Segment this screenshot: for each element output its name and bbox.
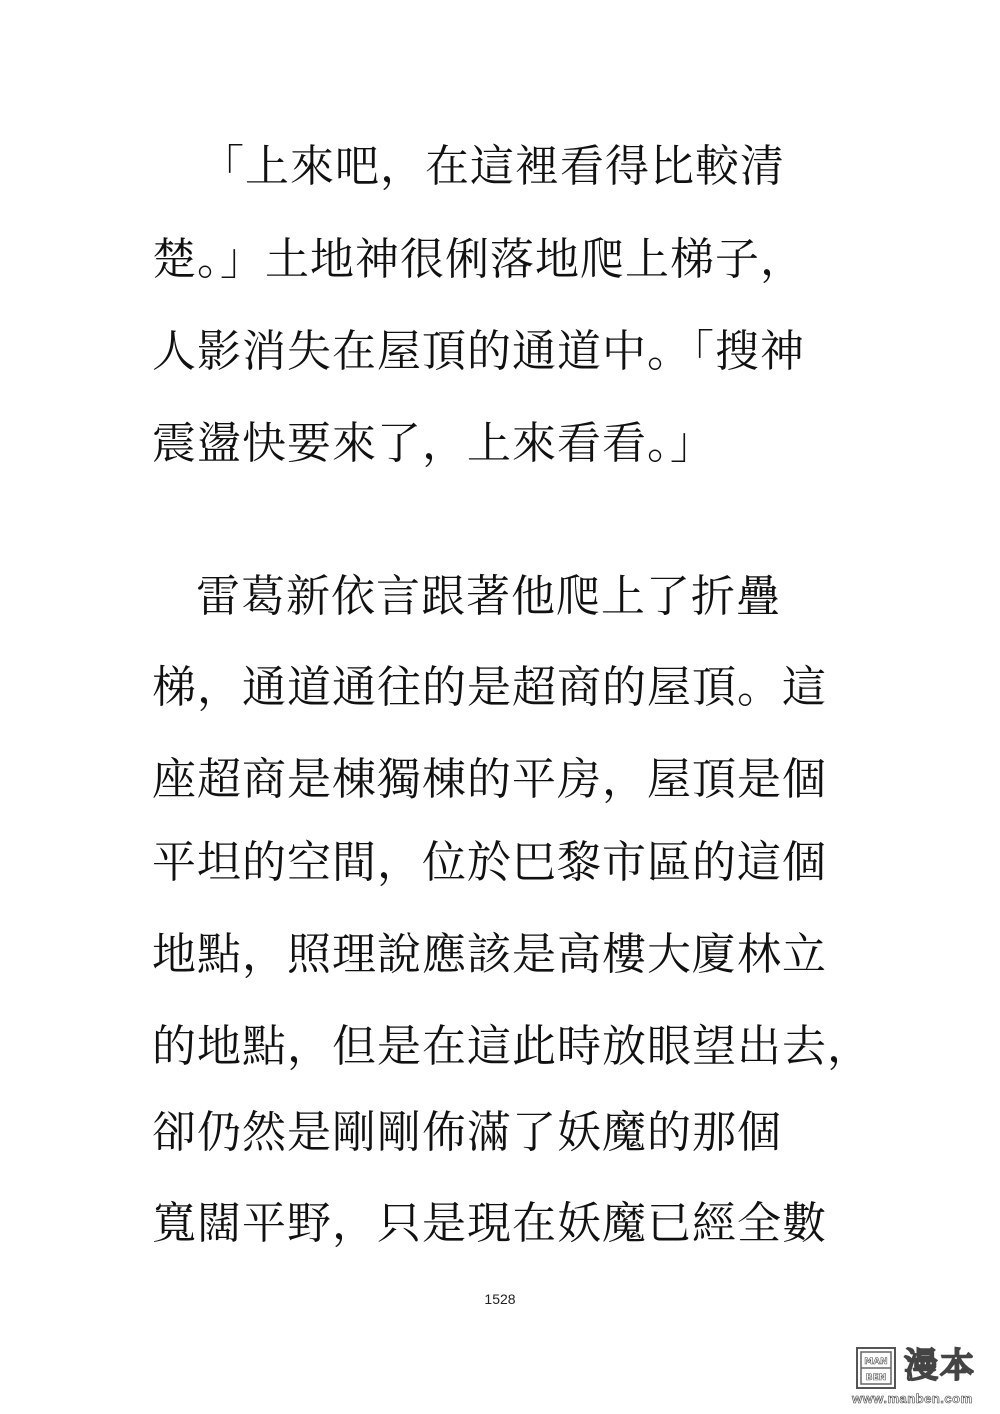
text-line: 雷葛新依言跟著他爬上了折疊 (196, 571, 781, 622)
text-line: 人影消失在屋頂的通道中。「搜神 (152, 326, 805, 377)
watermark-title: 漫本 (904, 1346, 976, 1386)
text-line: 平坦的空間，位於巴黎市區的這個 (152, 837, 827, 888)
text-line: 座超商是棟獨棟的平房，屋頂是個 (152, 754, 827, 805)
manben-watermark (848, 1343, 994, 1407)
text-line: 梯，通道通往的是超商的屋頂。這 (152, 662, 827, 713)
text-line: 楚。」土地神很俐落地爬上梯子， (152, 234, 805, 285)
manben-logo-icon (856, 1347, 896, 1389)
text-line: 的地點，但是在這此時放眼望出去， (152, 1021, 872, 1072)
text-line: 地點，照理說應該是高樓大廈林立 (152, 929, 827, 980)
page-number: 1528 (484, 1291, 516, 1307)
text-line: 卻仍然是剛剛佈滿了妖魔的那個 (152, 1107, 782, 1158)
text-line: 「上來吧，在這裡看得比較清 (200, 141, 785, 192)
svg-text:MAN: MAN (864, 1357, 888, 1367)
text-line: 寬闊平野，只是現在妖魔已經全數 (152, 1198, 827, 1249)
svg-text:BEN: BEN (865, 1373, 887, 1383)
watermark-url: www.manben.com (852, 1391, 973, 1406)
text-line: 震盪快要來了，上來看看。」 (152, 418, 715, 469)
